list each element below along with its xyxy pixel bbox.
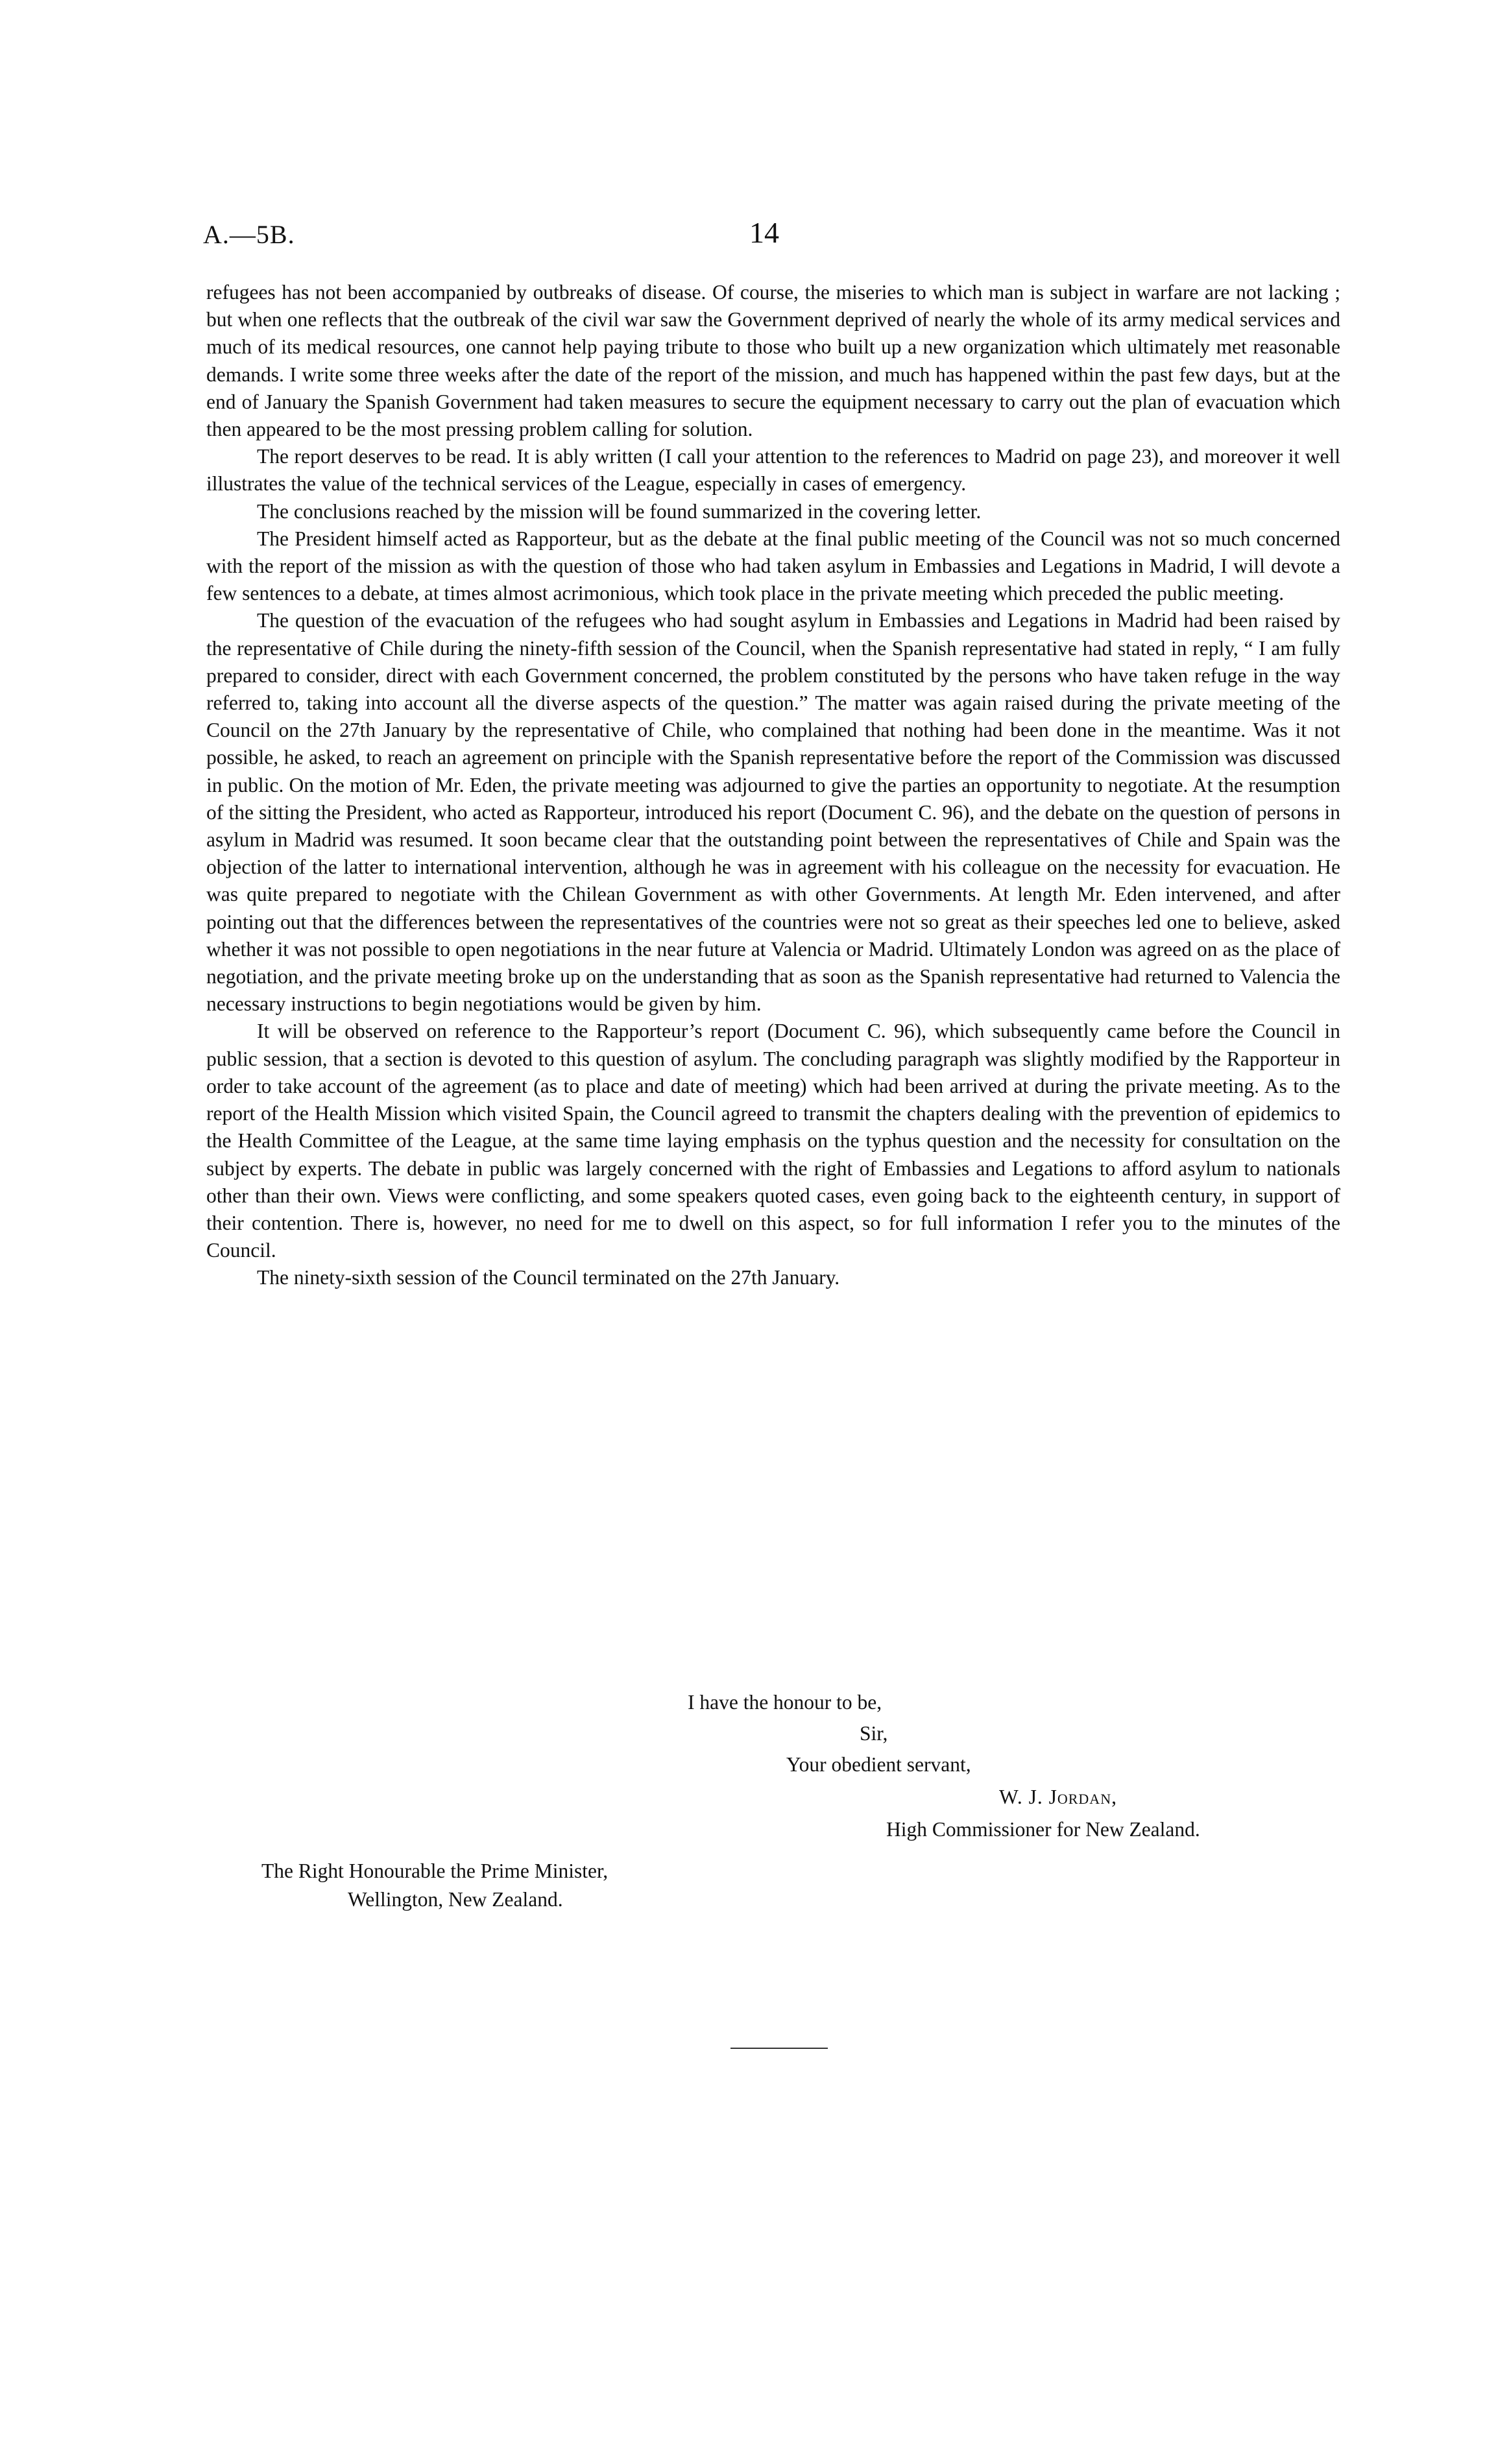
- signatory-title: High Commissioner for New Zealand.: [886, 1818, 1200, 1841]
- paragraph-evacuation-question: The question of the evacuation of the refugees who had sought asylum in Embassies and Legations in Madrid had been raised by the representative of Chile during the ninety-fifth session of the Council, when the Spanish representative had stated in reply, “ I am fully prepared to consider, direct with each Government concerned, the problem constituted by the persons who have taken refuge in the way referred to, taking into account all the diverse aspects of the question.” The matter was again raised during the private meeting of the Council on the 27th January by the representative of Chile, who complained that nothing had been done in the meantime. Was it not possible, he asked, to reach an agreement on principle with the Spanish representative before the report of the Commission was discussed in public. On the motion of Mr. Eden, the private meeting was adjourned to give the parties an opportunity to negotiate. At the resumption of the sitting the President, who acted as Rapporteur, introduced his report (Document C. 96), and the debate on the question of persons in asylum in Madrid was resumed. It soon became clear that the outstanding point between the representatives of Chile and Spain was the objection of the latter to international intervention, although he was in agreement with his colleague on the necessity for evacuation. He was quite prepared to negotiate with the Chilean Government as with other Governments. At length Mr. Eden intervened, and after pointing out that the differences between the representatives of the countries were not so great as their speeches led one to believe, asked whether it was not possible to open negotiations in the near future at Valencia or Madrid. Ultimately London was agreed on as the place of negotiation, and the private meeting broke up on the understanding that as soon as the Spanish representative had returned to Valencia the necessary instructions to begin negotiations would be given by him.: [206, 609, 1340, 1016]
- signatory-name: W. J. Jordan,: [999, 1786, 1117, 1808]
- addressee-line-2: Wellington, New Zealand.: [348, 1888, 563, 1911]
- paragraph-president-rapporteur: The President himself acted as Rapporteur, but as the debate at the final public meeting of the Council was not so much concerned with the report of the mission as with the question of those who had taken asylum in Embassies and Legations in Madrid, I will devote a few sentences to a debate, at times almost acrimonious, which took place in the private meeting which preceded the public meeting.: [206, 527, 1340, 605]
- paragraph-rapporteur-report: It will be observed on reference to the Rapporteur’s report (Document C. 96), which subsequently came before the Council in public session, that a section is devoted to this question of asylum. The concluding paragraph was slightly modified by the Rapporteur in order to take account of the agreement (as to place and date of meeting) which had been arrived at during the private meeting. As to the report of the Health Mission which visited Spain, the Council agreed to transmit the chapters dealing with the prevention of epidemics to the Health Committee of the League, at the same time laying emphasis on the typhus question and the necessity for consultation on the subject by experts. The debate in public was largely concerned with the right of Embassies and Legations to afford asylum to nationals other than their own. Views were conflicting, and some speakers quoted cases, even going back to the eighteenth century, in support of their contention. There is, however, no need for me to dwell on this aspect, so for full information I refer you to the minutes of the Council.: [206, 1020, 1340, 1262]
- paragraph-refugees-disease: refugees has not been accompanied by outbreaks of disease. Of course, the miseries to which man is subject in warfare are not lacking ; but when one reflects that the outbreak of the civil war saw the Government deprived of nearly the whole of its army medical services and much of its medical resources, one cannot help paying tribute to those who built up a new organization which ultimately met reasonable demands. I write some three weeks after the date of the report of the mission, and much has happened within the past few days, but at the end of January the Spanish Government had taken measures to secure the equipment necessary to carry out the plan of evacuation which then appeared to be the most pressing problem calling for solution.: [206, 281, 1340, 441]
- paragraph-session-terminated: The ninety-sixth session of the Council terminated on the 27th January.: [257, 1266, 840, 1289]
- addressee-line-1: The Right Honourable the Prime Minister,: [261, 1860, 609, 1882]
- closing-servant: Your obedient servant,: [786, 1753, 971, 1776]
- closing-salutation: Sir,: [860, 1722, 888, 1745]
- page-number: 14: [749, 216, 779, 249]
- document-reference: A.—5B.: [203, 220, 295, 249]
- closing-honour: I have the honour to be,: [688, 1691, 882, 1714]
- end-rule: [730, 2048, 828, 2049]
- paragraph-conclusions: The conclusions reached by the mission will be found summarized in the covering letter.: [257, 499, 982, 523]
- letter-body: [206, 279, 1340, 1292]
- paragraph-report-deserves: The report deserves to be read. It is ably written (I call your attention to the references to Madrid on page 23), and moreover it well illustrates the value of the technical services of the League, especially in cases of emergency.: [206, 445, 1340, 496]
